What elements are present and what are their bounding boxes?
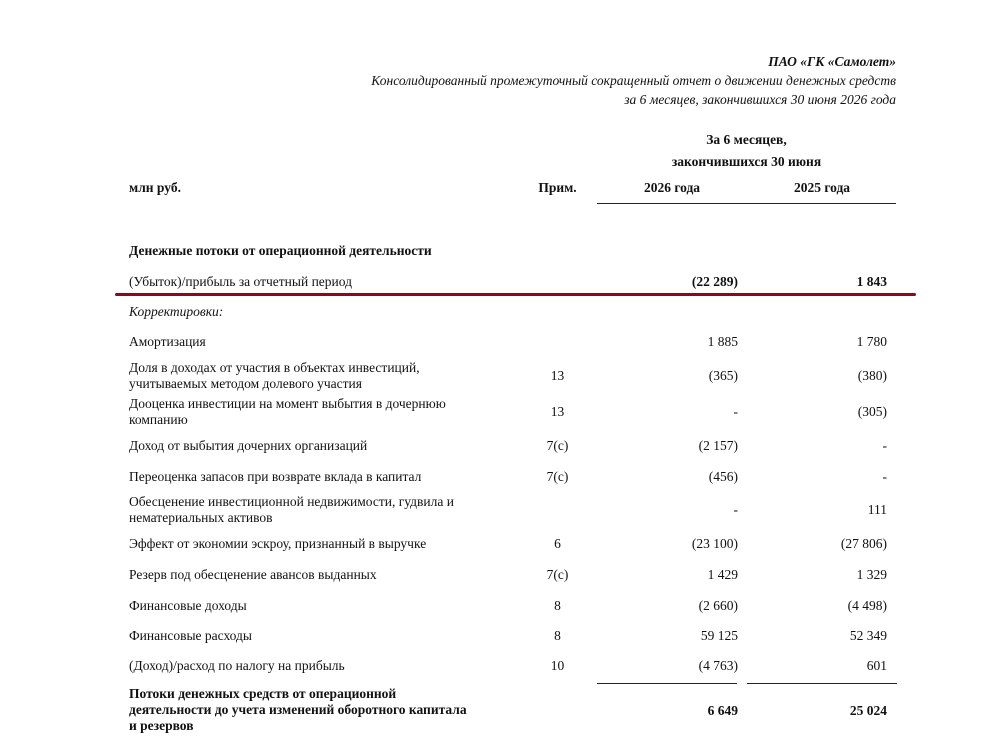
value-2025: 1 780 (856, 334, 887, 349)
subtotal-label-line2: деятельности до учета изменений оборотного капитала (129, 702, 467, 717)
row-label-line1: Обесценение инвестиционной недвижимости, гудвила и (129, 494, 454, 509)
subtotal-value-2026: 6 649 (707, 703, 738, 718)
value-2026: - (733, 502, 738, 517)
row-label: Резерв под обесценение авансов выданных (129, 567, 377, 582)
row-note: 10 (550, 658, 565, 673)
row-label: Доход от выбытия дочерних организаций (129, 438, 368, 453)
value-2026: (456) (708, 469, 738, 484)
value-2025: 1 843 (856, 274, 887, 289)
value-2025: (27 806) (840, 536, 887, 551)
subtotal-rule-2025 (747, 683, 897, 684)
row-note: 7(c) (546, 567, 569, 582)
year-2026-heading: 2026 года (643, 180, 701, 195)
value-2026: (2 660) (698, 598, 738, 613)
value-2025: 1 329 (856, 567, 887, 582)
row-label: Переоценка запасов при возврате вклада в капитал (129, 469, 422, 484)
row-label-line1: Доля в доходах от участия в объектах инвестиций, (129, 360, 420, 375)
row-label: (Убыток)/прибыль за отчетный период (129, 274, 352, 289)
report-header (371, 52, 896, 109)
section-title: Денежные потоки от операционной деятельности (129, 243, 432, 258)
row-label-line1: Дооценка инвестиции на момент выбытия в дочернюю (129, 396, 446, 411)
row-label-line2: учитываемых методом долевого участия (129, 376, 362, 391)
report-title: Консолидированный промежуточный сокращенный отчет о движении денежных средств (371, 73, 896, 88)
row-label (129, 494, 529, 526)
value-2025: (380) (857, 368, 887, 383)
highlight-underline (115, 293, 916, 296)
subtotal-label-line1: Потоки денежных средств от операционной (129, 686, 397, 701)
period-heading-line2: закончившихся 30 июня (671, 154, 822, 169)
value-2026: - (733, 404, 738, 419)
value-2026: 59 125 (700, 628, 738, 643)
year-2025-heading: 2025 года (793, 180, 851, 195)
note-heading: Прим. (538, 180, 577, 195)
row-label: Финансовые доходы (129, 598, 247, 613)
row-note: 7(c) (546, 469, 569, 484)
row-note: 13 (550, 368, 565, 383)
value-2025: (4 498) (847, 598, 887, 613)
row-note: 6 (554, 536, 561, 551)
row-label: Финансовые расходы (129, 628, 252, 643)
row-note: 7(c) (546, 438, 569, 453)
row-label-line2: нематериальных активов (129, 510, 273, 525)
unit-heading: млн руб. (129, 180, 181, 195)
adjustments-label: Корректировки: (129, 304, 224, 319)
row-label: Эффект от экономии эскроу, признанный в выручке (129, 536, 427, 551)
period-heading-line1: За 6 месяцев, (706, 132, 787, 147)
row-label (129, 396, 529, 428)
row-label: (Доход)/расход по налогу на прибыль (129, 658, 345, 673)
row-note: 8 (554, 628, 561, 643)
value-2026: 1 429 (707, 567, 738, 582)
value-2025: 52 349 (849, 628, 887, 643)
subtotal-label (129, 686, 519, 734)
subtotal-value-2025: 25 024 (849, 703, 887, 718)
value-2025: - (882, 438, 887, 453)
row-label: Амортизация (129, 334, 206, 349)
row-label-line2: компанию (129, 412, 188, 427)
subtotal-label-line3: и резервов (129, 718, 194, 733)
row-label (129, 360, 529, 392)
report-period: за 6 месяцев, закончившихся 30 июня 2026 года (624, 92, 896, 107)
value-2026: (22 289) (691, 274, 738, 289)
value-2026: (2 157) (698, 438, 738, 453)
value-2026: (23 100) (691, 536, 738, 551)
value-2026: (4 763) (698, 658, 738, 673)
value-2025: (305) (857, 404, 887, 419)
value-2026: 1 885 (707, 334, 738, 349)
heading-rule (597, 203, 896, 204)
row-note: 8 (554, 598, 561, 613)
value-2025: 111 (867, 502, 887, 517)
company-name: ПАО «ГК «Самолет» (768, 54, 896, 69)
row-note: 13 (550, 404, 565, 419)
value-2026: (365) (708, 368, 738, 383)
subtotal-rule-2026 (597, 683, 737, 684)
value-2025: - (882, 469, 887, 484)
value-2025: 601 (866, 658, 887, 673)
